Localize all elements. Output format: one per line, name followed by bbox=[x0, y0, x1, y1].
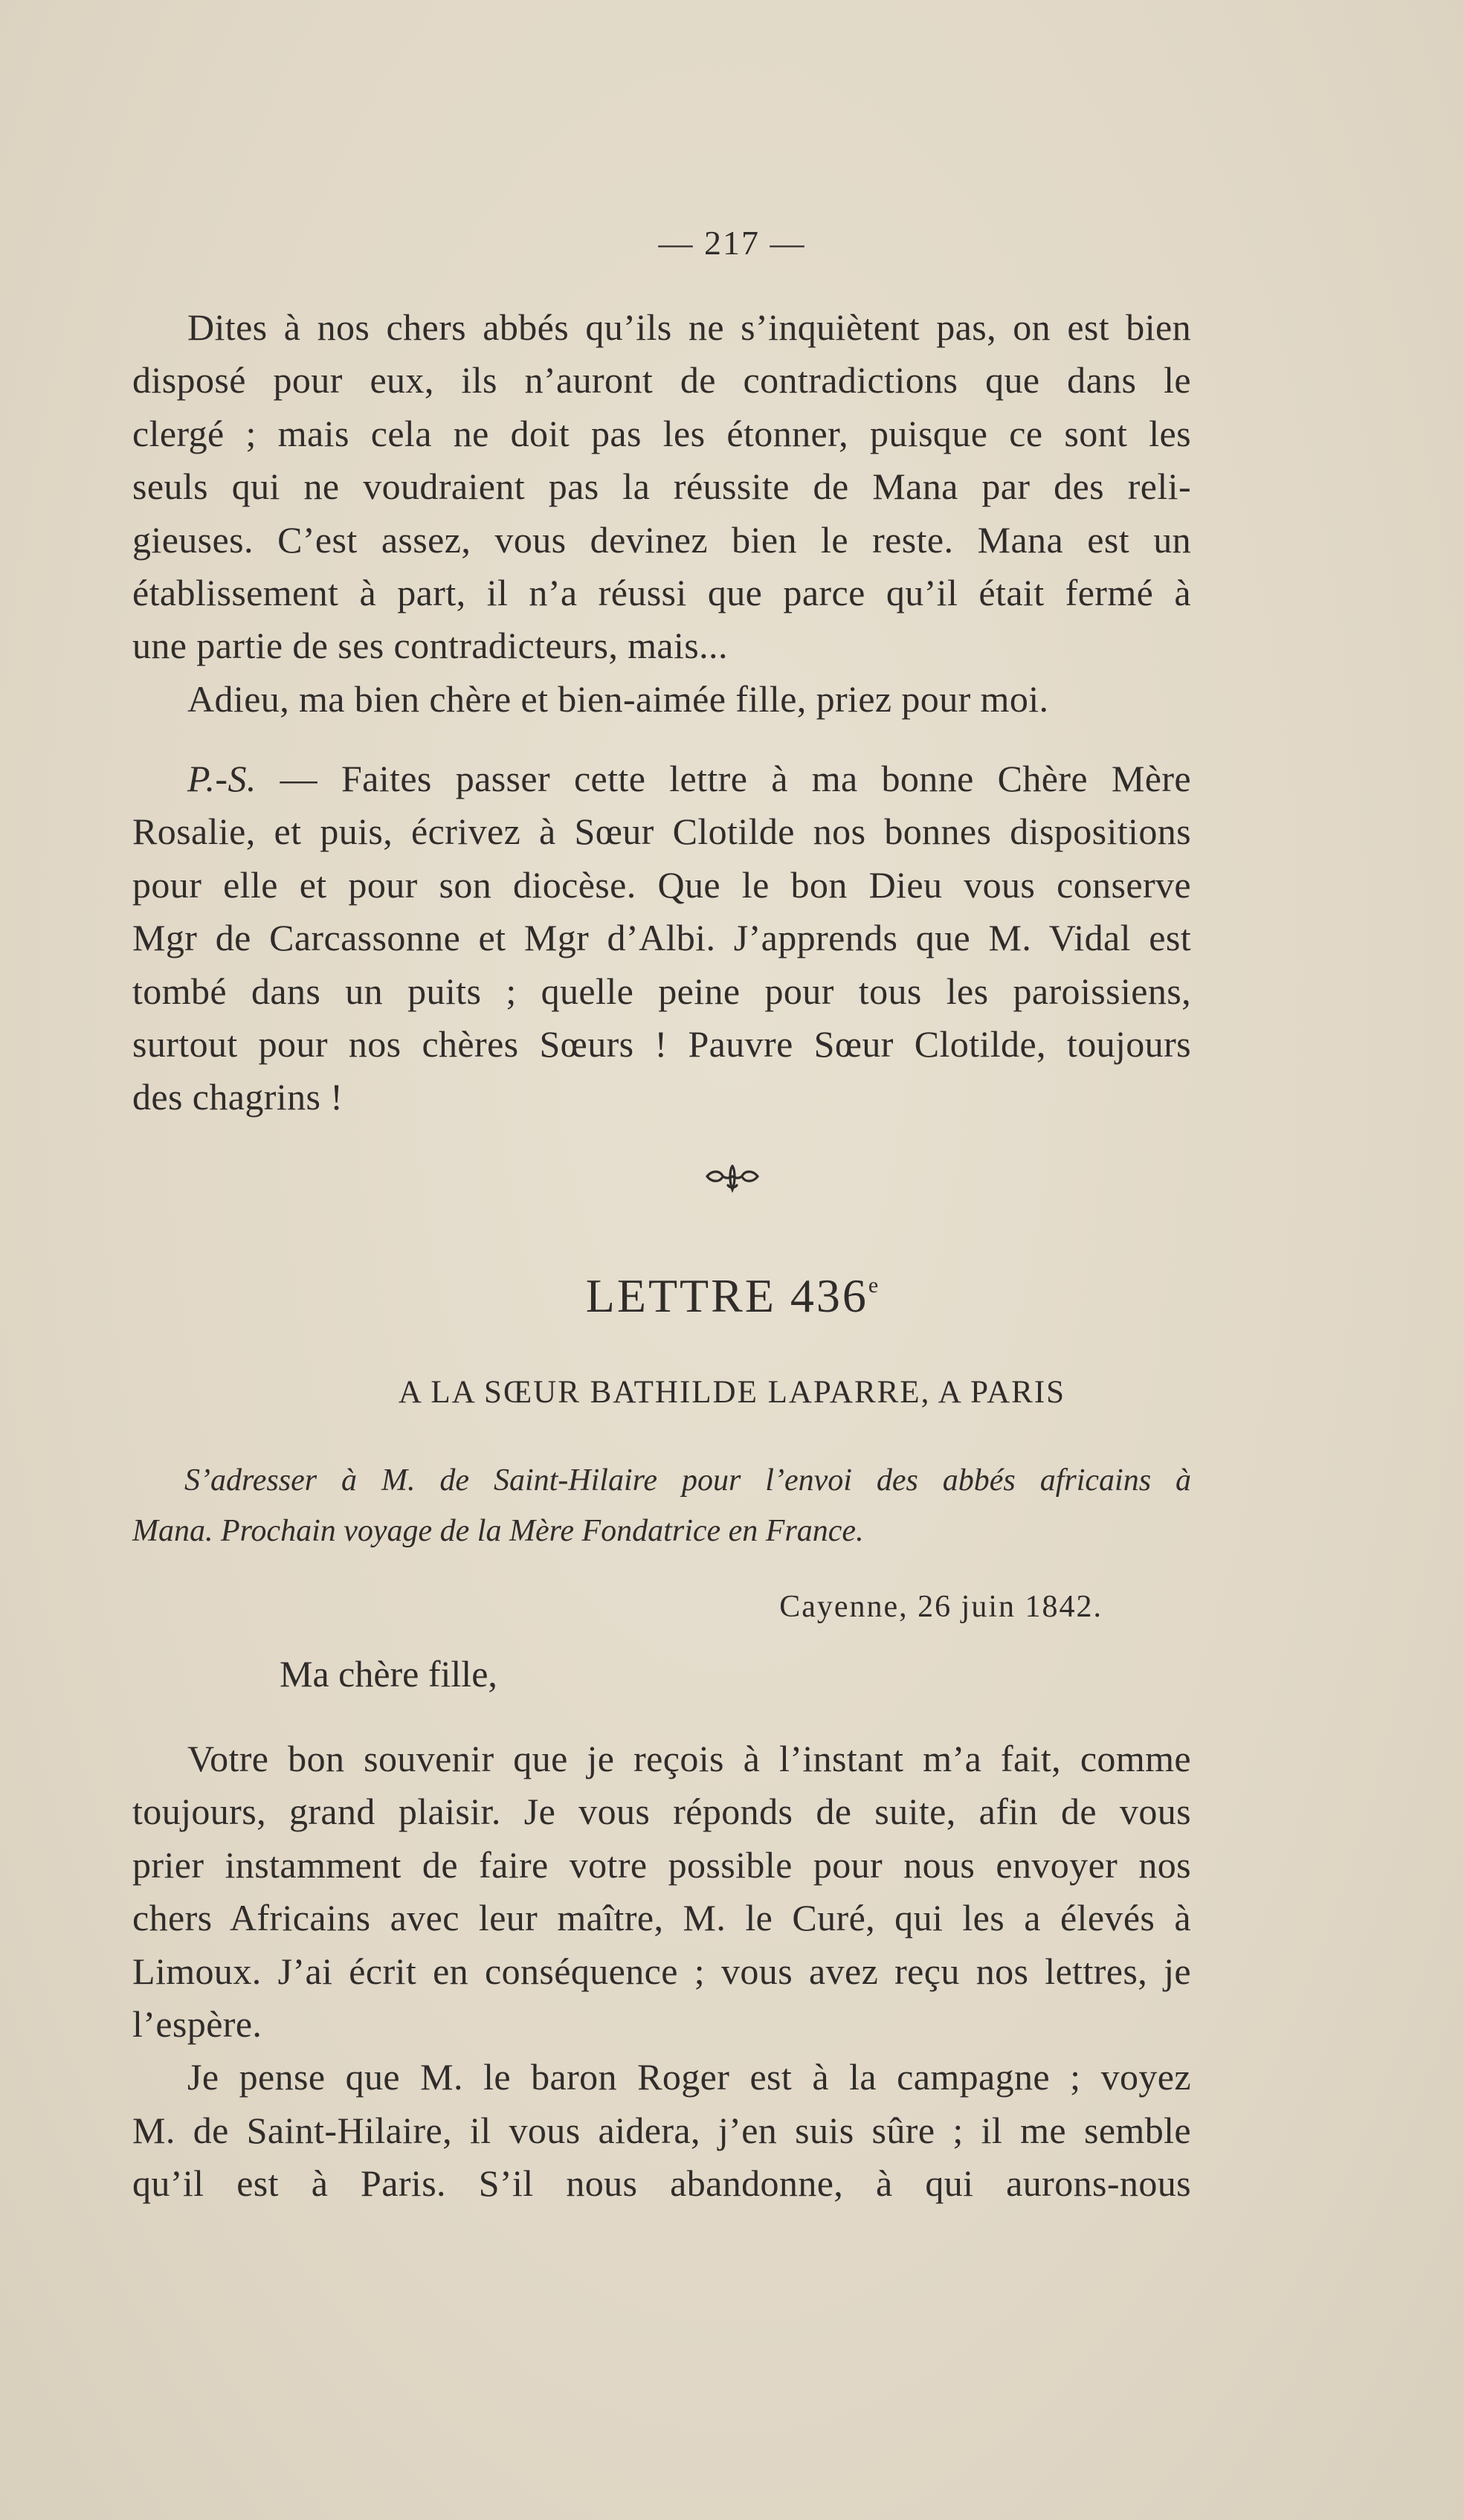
postscript-first-line bbox=[132, 753, 1191, 805]
text-line: disposé pour eux, ils n’auront de contradictions que dans le bbox=[132, 359, 1191, 402]
postscript bbox=[132, 753, 1191, 1124]
text-line: M. de Saint-Hilaire, il vous aidera, j’en suis sûre ; il me semble bbox=[132, 2109, 1191, 2151]
postscript-first-line-text: — Faites passer cette lettre à ma bonne Chère Mère bbox=[280, 758, 1191, 799]
text-line: Mgr de Carcassonne et Mgr d’Albi. J’apprends que M. Vidal est bbox=[132, 917, 1191, 959]
text-line: prier instamment de faire votre possible pour nous envoyer nos bbox=[132, 1843, 1191, 1886]
text-line: seuls qui ne voudraient pas la réussite de Mana par des reli- bbox=[132, 465, 1191, 508]
letter-title-suffix: e bbox=[868, 1273, 879, 1298]
text-line: l’espère. bbox=[132, 2003, 262, 2046]
summary-line: Mana. Prochain voyage de la Mère Fondatrice en France. bbox=[132, 1514, 864, 1548]
text-line: clergé ; mais cela ne doit pas les étonner, puisque ce sont les bbox=[132, 412, 1191, 454]
letter-salutation: Ma chère fille, bbox=[280, 1653, 497, 1695]
letter-summary bbox=[132, 1455, 1191, 1556]
text-line: pour elle et pour son diocèse. Que le bon Dieu vous conserve bbox=[132, 863, 1191, 906]
text-line: chers Africains avec leur maître, M. le Curé, qui les a élevés à bbox=[132, 1897, 1191, 1939]
postscript-label: P.-S. bbox=[187, 758, 257, 799]
top-paragraph bbox=[132, 301, 1191, 726]
letter-recipient: A LA SŒUR BATHILDE LAPARRE, A PARIS bbox=[398, 1375, 1066, 1410]
text-line: Limoux. J’ai écrit en conséquence ; vous avez reçu nos lettres, je bbox=[132, 1950, 1191, 1992]
summary-line: S’adresser à M. de Saint-Hilaire pour l’envoi des abbés africains à bbox=[184, 1463, 1191, 1498]
farewell-line: Adieu, ma bien chère et bien-aimée fille, priez pour moi. bbox=[187, 677, 1049, 720]
text-line: établissement à part, il n’a réussi que parce qu’il était fermé à bbox=[132, 572, 1191, 614]
text-line: qu’il est à Paris. S’il nous abandonne, à qui aurons-nous bbox=[132, 2162, 1191, 2205]
letter-dateline: Cayenne, 26 juin 1842. bbox=[779, 1590, 1103, 1624]
text-line: Je pense que M. le baron Roger est à la campagne ; voyez bbox=[187, 2056, 1191, 2098]
text-line: Rosalie, et puis, écrivez à Sœur Clotilde nos bonnes dispositions bbox=[132, 811, 1191, 853]
text-line: tombé dans un puits ; quelle peine pour tous les paroissiens, bbox=[132, 970, 1191, 1012]
text-line: Votre bon souvenir que je reçois à l’instant m’a fait, comme bbox=[187, 1738, 1191, 1779]
text-line: surtout pour nos chères Sœurs ! Pauvre Sœur Clotilde, toujours bbox=[132, 1023, 1191, 1066]
text-line: Dites à nos chers abbés qu’ils ne s’inquiètent pas, on est bien bbox=[187, 306, 1191, 348]
letter-title bbox=[0, 1269, 1464, 1324]
page-number: — 217 — bbox=[658, 224, 806, 262]
text-line: toujours, grand plaisir. Je vous réponds de suite, afin de vous bbox=[132, 1791, 1191, 1833]
text-line: gieuses. C’est assez, vous devinez bien le reste. Mana est un bbox=[132, 518, 1191, 561]
text-line: des chagrins ! bbox=[132, 1076, 344, 1118]
text-line: une partie de ses contradicteurs, mais... bbox=[132, 625, 728, 667]
fleuron-ornament-icon bbox=[0, 1160, 1464, 1198]
letter-body bbox=[132, 1733, 1191, 2211]
letter-title-text: LETTRE 436 bbox=[585, 1269, 868, 1322]
